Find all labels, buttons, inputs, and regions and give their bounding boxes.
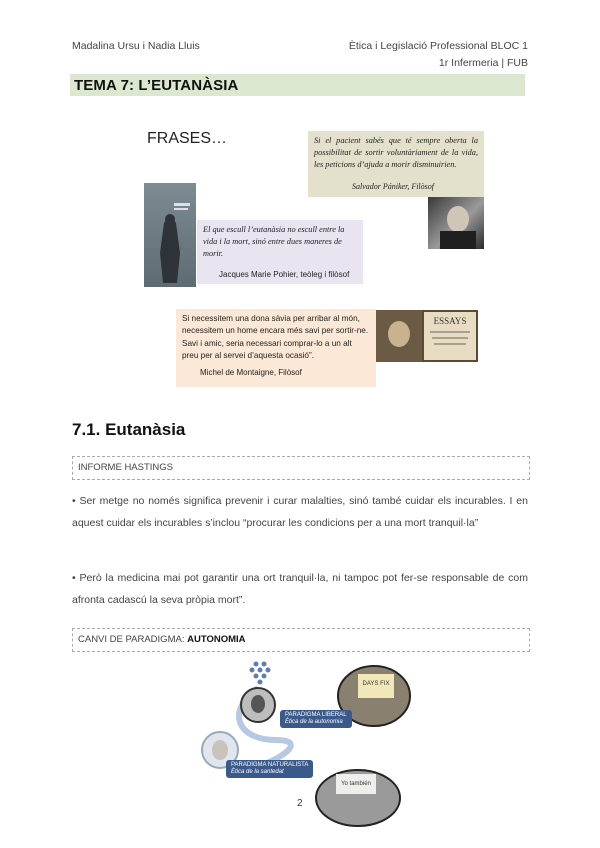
silhouette-image-icon [144,183,196,287]
montaigne-image [376,310,478,362]
banner-title: PARADIGMA NATURALISTA [231,762,309,768]
quote-author: Jacques Marie Pohier, teòleg i filòsof [219,270,350,279]
paradigm-diagram [196,660,416,830]
banner-subtitle: Ètica de la autonomia [285,719,343,726]
dots-icon [250,662,271,685]
portrait-photo [428,197,484,249]
sign-text: Yo también [341,781,371,787]
paragraph-1: • Ser metge no només significa prevenir i curar malalties, sinó també cuidar els incurables. I en aquest cuidar els incurables s’inclou “procurar les condicions per a una mort tranquil·la” [72,495,528,529]
frases-label: FRASES… [147,130,228,147]
quote-montaigne [176,309,376,387]
portrait-book-image-icon [376,310,478,362]
page-title: TEMA 7: L’EUTANÀSIA [74,77,239,94]
page-number: 2 [297,798,303,809]
canvi-paradigma-box [72,628,530,652]
header-authors: Madalina Ursu i Nadia Lluis [72,40,200,52]
box-label-bold: AUTONOMIA [187,634,246,645]
person-image-icon [428,197,484,249]
quote-text: Si el pacient sabés que té sempre oberta la possibilitat de sortir voluntàriament de la vida, les peticions d’ajuda a morir disminuirien. [314,136,478,170]
banner-naturalista [226,760,313,778]
quote-pohier [197,220,363,284]
diagram-graphic [196,660,416,830]
title-band [70,74,525,96]
sign-text: DAYS FIX [362,681,390,687]
section-title: 7.1. Eutanàsia [72,420,186,439]
quote-author: Michel de Montaigne, Filòsof [200,368,302,377]
paragraph-2: • Però la medicina mai pot garantir una ort tranquil·la, ni tampoc pot fer-se responsable de com afronta cadascú la seva pròpia mort”. [72,572,528,606]
box-label-prefix: CANVI DE PARADIGMA: [78,634,188,645]
quote-text: Si necessitem una dona sàvia per arribar al món, necessitem un home encara més savi per sortir-ne. Savi i amic, seria necessari comprar-lo a un alt preu per al servei d’aquesta ocasió”. [182,314,369,360]
banner-subtitle: Ètica de la santedat [231,769,284,776]
quote-author: Salvador Pániker, Filòsof [352,182,434,191]
header-course: Ètica i Legislació Professional BLOC 1 [348,40,528,52]
quote-pani­ker [308,131,484,197]
book-cover-image [144,183,196,287]
banner-liberal [280,710,352,728]
informe-hastings-box [72,456,530,480]
banner-title: PARADIGMA LIBERAL [285,712,347,718]
box-label [78,634,246,645]
header-subcourse: 1r Infermeria | FUB [438,57,528,69]
box-label: INFORME HASTINGS [78,462,174,473]
quote-text: El que escull l’eutanàsia no escull entre la vida i la mort, sinó entre dues maneres de morir. [203,225,345,259]
book-cover-text: ESSAYS [433,316,467,326]
